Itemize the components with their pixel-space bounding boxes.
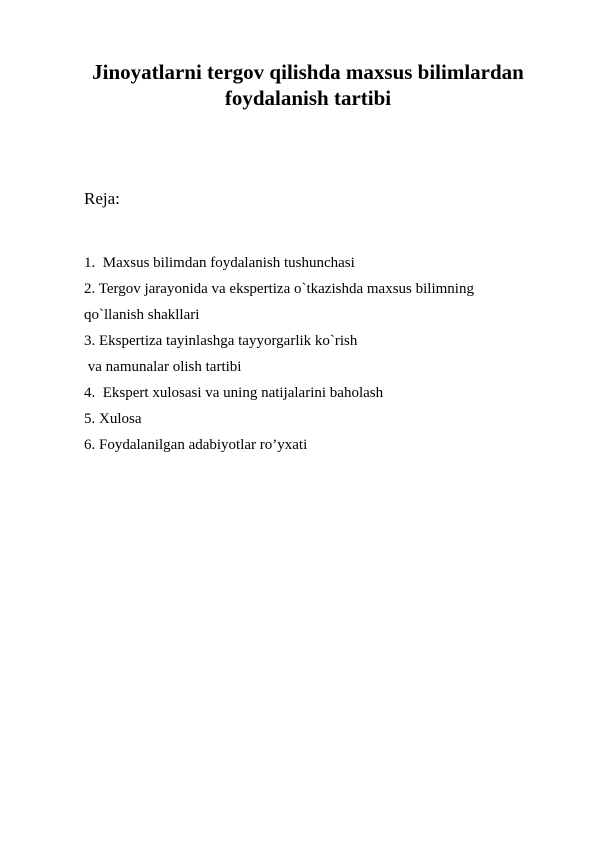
plan-item-2-continuation: qo`llanish shakllari	[84, 307, 200, 323]
document-title-line-2: foydalanish tartibi	[224, 86, 392, 110]
plan-item-1: 1. Maxsus bilimdan foydalanish tushunchasi	[84, 255, 355, 271]
plan-heading: Reja:	[84, 189, 120, 208]
plan-item-4: 4. Ekspert xulosasi va uning natijalarini baholash	[84, 385, 384, 401]
plan-item-2: 2. Tergov jarayonida va ekspertiza o`tkazishda maxsus bilimning	[84, 281, 474, 297]
plan-item-5: 5. Xulosa	[84, 411, 142, 427]
plan-item-6: 6. Foydalanilgan adabiyotlar ro’yxati	[84, 437, 308, 453]
document-title-line-1: Jinoyatlarni tergov qilishda maxsus bilimlardan	[92, 60, 524, 84]
plan-item-3-continuation: va namunalar olish tartibi	[84, 359, 242, 375]
plan-item-3: 3. Ekspertiza tayinlashga tayyorgarlik ko`rish	[84, 333, 358, 349]
